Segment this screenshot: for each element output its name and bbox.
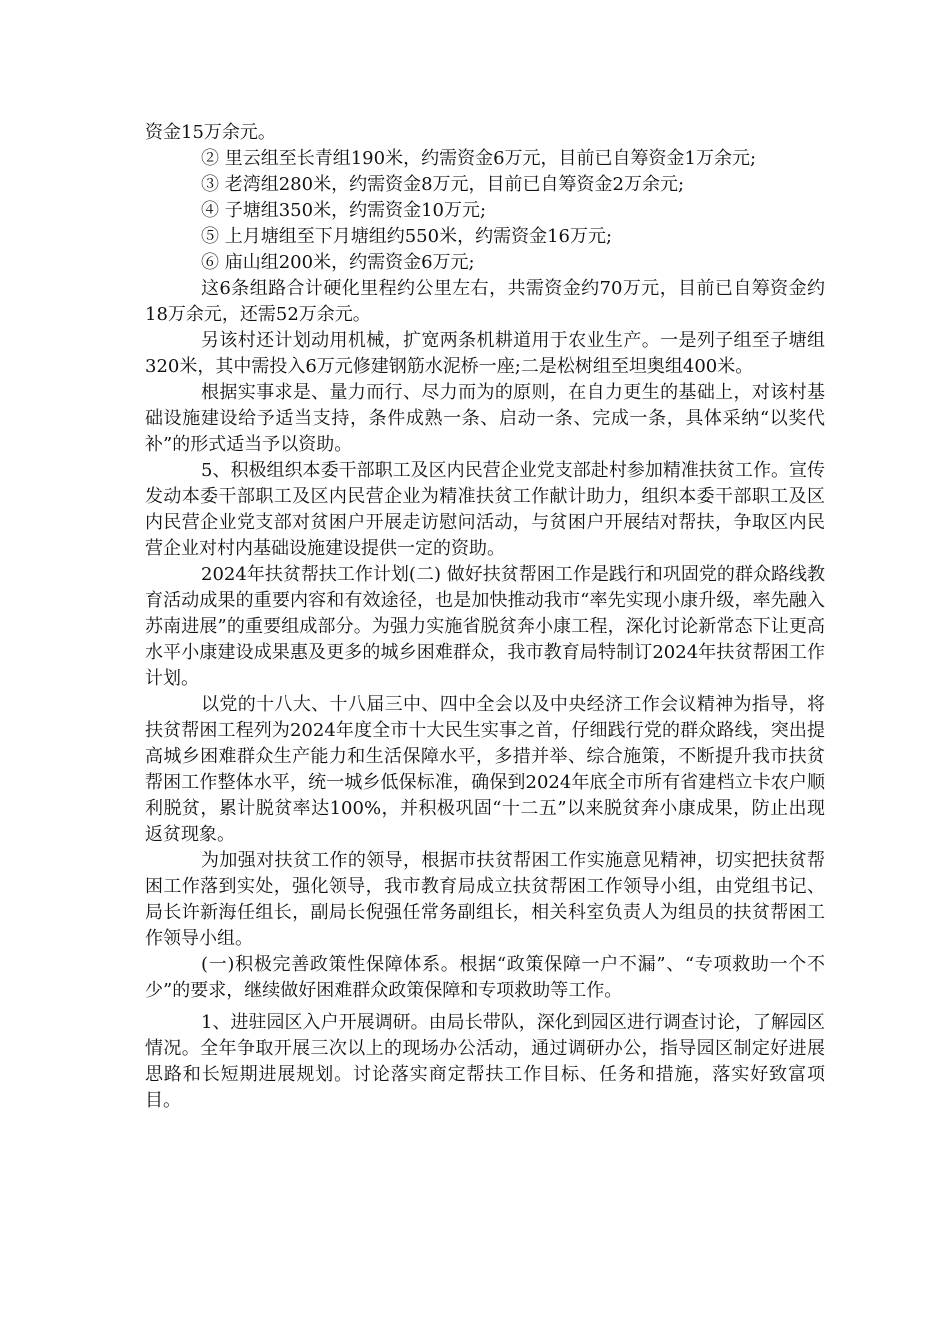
- paragraph-8: 另该村还计划动用机械，扩宽两条机耕道用于农业生产。一是列子组至子塘组320米，其中需投入6万元修建钢筋水泥桥一座;二是松树组至坦奥组400米。: [145, 330, 825, 377]
- paragraph-9: 根据实事求是、量力而行、尽力而为的原则，在自力更生的基础上，对该村基础设施建设给予适当支持，条件成熟一条、启动一条、完成一条，具体采纳“以奖代补”的形式适当予以资助。: [145, 382, 825, 455]
- paragraph-6: ⑥ 庙山组200米，约需资金6万元;: [201, 252, 475, 273]
- paragraph-5: ⑤ 上月塘组至下月塘组约550米，约需资金16万元;: [201, 226, 613, 247]
- document-body: [145, 120, 825, 1114]
- paragraph-4: ④ 子塘组350米，约需资金10万元;: [201, 200, 487, 221]
- paragraph-10: 5、积极组织本委干部职工及区内民营企业党支部赴村参加精准扶贫工作。宣传发动本委干部职工及区内民营企业为精准扶贫工作献计助力，组织本委干部职工及区内民营企业党支部对贫困户开展走访慰问活动，与贫困户开展结对帮扶，争取区内民营企业对村内基础设施建设提供一定的资助。: [145, 460, 825, 559]
- paragraph-2: ② 里云组至长青组190米，约需资金6万元，目前已自筹资金1万余元;: [201, 148, 757, 169]
- paragraph-7: 这6条组路合计硬化里程约公里左右，共需资金约70万元，目前已自筹资金约18万余元，还需52万余元。: [145, 278, 825, 325]
- paragraph-15: 1、进驻园区入户开展调研。由局长带队，深化到园区进行调查讨论，了解园区情况。全年争取开展三次以上的现场办公活动，通过调研办公，指导园区制定好进展思路和长短期进展规划。讨论落实商定帮扶工作目标、任务和措施，落实好致富项目。: [145, 1012, 825, 1111]
- paragraph-1: 资金15万余元。: [145, 122, 276, 143]
- paragraph-11: 2024年扶贫帮扶工作计划(二) 做好扶贫帮困工作是践行和巩固党的群众路线教育活动成果的重要内容和有效途径，也是加快推动我市“率先实现小康升级，率先融入苏南进展”的重要组成部分。为强力实施省脱贫奔小康工程，深化讨论新常态下让更高水平小康建设成果惠及更多的城乡困难群众，我市教育局特制订2024年扶贫帮困工作计划。: [145, 564, 825, 689]
- paragraph-12: 以党的十八大、十八届三中、四中全会以及中央经济工作会议精神为指导，将扶贫帮困工程列为2024年度全市十大民生实事之首，仔细践行党的群众路线，突出提高城乡困难群众生产能力和生活保障水平，多措并举、综合施策，不断提升我市扶贫帮困工作整体水平，统一城乡低保标准，确保到2024年底全市所有省建档立卡农户顺利脱贫，累计脱贫率达100%，并积极巩固“十二五”以来脱贫奔小康成果，防止出现返贫现象。: [145, 694, 825, 845]
- paragraph-3: ③ 老湾组280米，约需资金8万元，目前已自筹资金2万余元;: [201, 174, 685, 195]
- paragraph-14: (一)积极完善政策性保障体系。根据“政策保障一户不漏”、“专项救助一个不少”的要求，继续做好困难群众政策保障和专项救助等工作。: [145, 954, 825, 1001]
- paragraph-13: 为加强对扶贫工作的领导，根据市扶贫帮困工作实施意见精神，切实把扶贫帮困工作落到实处，强化领导，我市教育局成立扶贫帮困工作领导小组，由党组书记、局长许新海任组长，副局长倪强任常务副组长，相关科室负责人为组员的扶贫帮困工作领导小组。: [145, 850, 825, 949]
